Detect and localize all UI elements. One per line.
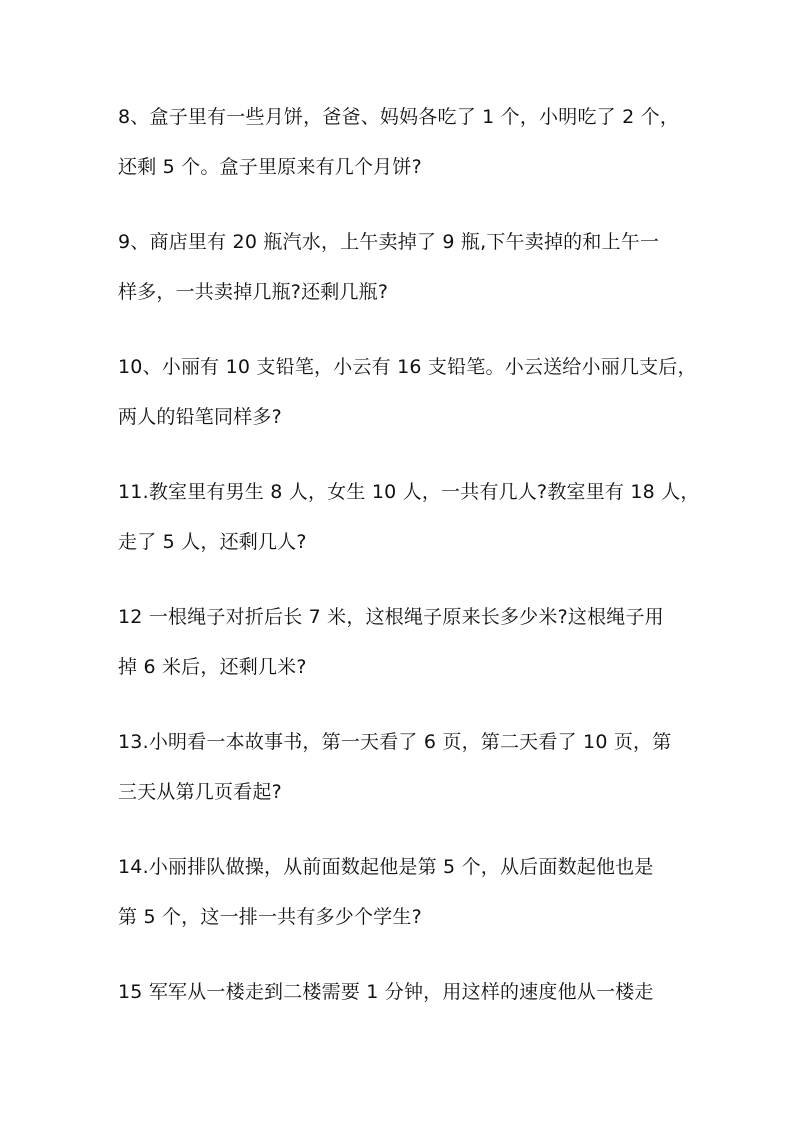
problem-14 [118,842,688,942]
problem-8 [118,92,688,192]
problem-9 [118,217,688,317]
problem-line: 两人的铅笔同样多? [118,406,282,428]
problem-line: 掉 6 米后，还剩几米? [118,656,307,678]
problem-line: 第 5 个，这一排一共有多少个学生? [118,906,422,928]
problem-line: 11.教室里有男生 8 人，女生 10 人，一共有几人?教室里有 18 人， [118,481,700,503]
problem-11 [118,467,700,567]
problem-line: 样多，一共卖掉几瓶?还剩几瓶? [118,281,389,303]
problem-line: 12 一根绳子对折后长 7 米，这根绳子原来长多少米?这根绳子用 [118,606,664,628]
problem-15 [118,967,688,1017]
problem-line: 走了 5 人，还剩几人? [118,531,307,553]
problem-line: 三天从第几页看起? [118,781,282,803]
problem-line: 8、盒子里有一些月饼，爸爸、妈妈各吃了 1 个，小明吃了 2 个， [118,106,680,128]
problem-line: 9、商店里有 20 瓶汽水，上午卖掉了 9 瓶,下午卖掉的和上午一 [118,231,660,253]
problem-line: 还剩 5 个。盒子里原来有几个月饼? [118,156,422,178]
problem-13 [118,717,688,817]
problem-10 [118,342,697,442]
problem-line: 13.小明看一本故事书，第一天看了 6 页，第二天看了 10 页，第 [118,731,672,753]
problem-12 [118,592,688,692]
problem-line: 15 军军从一楼走到二楼需要 1 分钟，用这样的速度他从一楼走 [118,981,654,1003]
problem-line: 14.小丽排队做操，从前面数起他是第 5 个，从后面数起他也是 [118,856,654,878]
problem-line: 10、小丽有 10 支铅笔，小云有 16 支铅笔。小云送给小丽几支后， [118,356,697,378]
